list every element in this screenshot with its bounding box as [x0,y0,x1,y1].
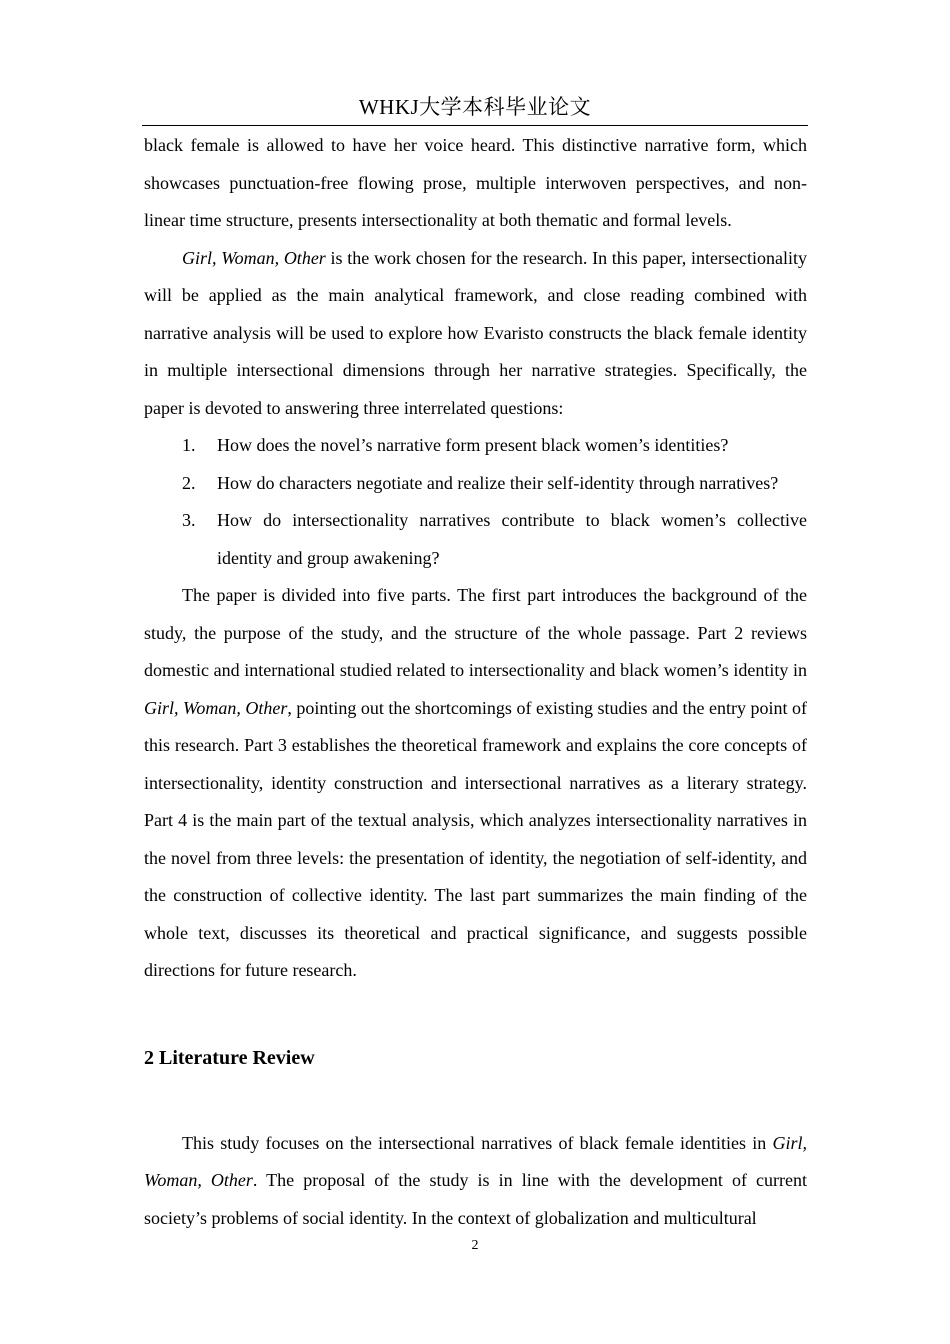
list-text: How do intersectionality narratives contribute to black women’s collective identity and group awakening? [217,510,807,568]
list-number: 2. [182,472,196,493]
book-title: Girl, Woman, Other [144,697,288,718]
list-text: How does the novel’s narrative form present black women’s identities? [217,435,729,455]
section-heading: 2 Literature Review [144,1046,315,1069]
question-list [144,427,807,577]
book-title: Girl, Woman, Other [144,1132,807,1190]
book-title: Girl, Woman, Other [182,247,326,268]
paragraph-text: , pointing out the shortcomings of existing studies and the entry point of this research. Part 3 establishes the theoretical framework and explains the core concepts of intersectionality, identity construction and intersectional narratives as a literary strategy. Part 4 is the main part of the textual analysis, which analyzes intersectionality narratives in the novel from three levels: the presentation of identity, the negotiation of self-identity, and the construction of collective identity. The last part summarizes the main finding of the whole text, discusses its theoretical and practical significance, and suggests possible directions for future research. [144,697,807,980]
body-text [144,127,807,1237]
paragraph-text: is the work chosen for the research. In this paper, intersectionality will be applied as the main analytical framework, and close reading combined with narrative analysis will be used to explore how Evaristo constructs the black female identity in multiple intersectional dimensions through her narrative strategies. Specifically, the paper is devoted to answering three interrelated questions: [144,247,807,418]
section-heading-wrap [144,1043,807,1073]
paragraph [144,240,807,428]
list-number: 3. [182,510,196,530]
list-item [144,465,807,503]
paragraph-text: The paper is divided into five parts. The first part introduces the background of the study, the purpose of the study, and the structure of the whole passage. Part 2 reviews domestic and international studied related to intersectionality and black women’s identity in [144,585,807,680]
paragraph: black female is allowed to have her voice heard. This distinctive narrative form, which showcases punctuation-free flowing prose, multiple interwoven perspectives, and non-linear time structure, presents intersectionality at both thematic and formal levels. [144,135,807,230]
paragraph-text: . The proposal of the study is in line with the development of current society’s problems of social identity. In the context of globalization and multicultural [144,1170,807,1228]
paragraph [144,1125,807,1238]
running-header: WHKJ大学本科毕业论文 [358,95,592,119]
paragraph-text: This study focuses on the intersectional narratives of black female identities in [182,1132,773,1153]
list-item [144,502,807,577]
list-text: How do characters negotiate and realize their self-identity through narratives? [217,472,779,493]
page-number: 2 [471,1238,479,1253]
list-number: 1. [182,435,196,455]
header-rule [142,125,808,126]
list-item [144,427,807,465]
paragraph [144,577,807,990]
